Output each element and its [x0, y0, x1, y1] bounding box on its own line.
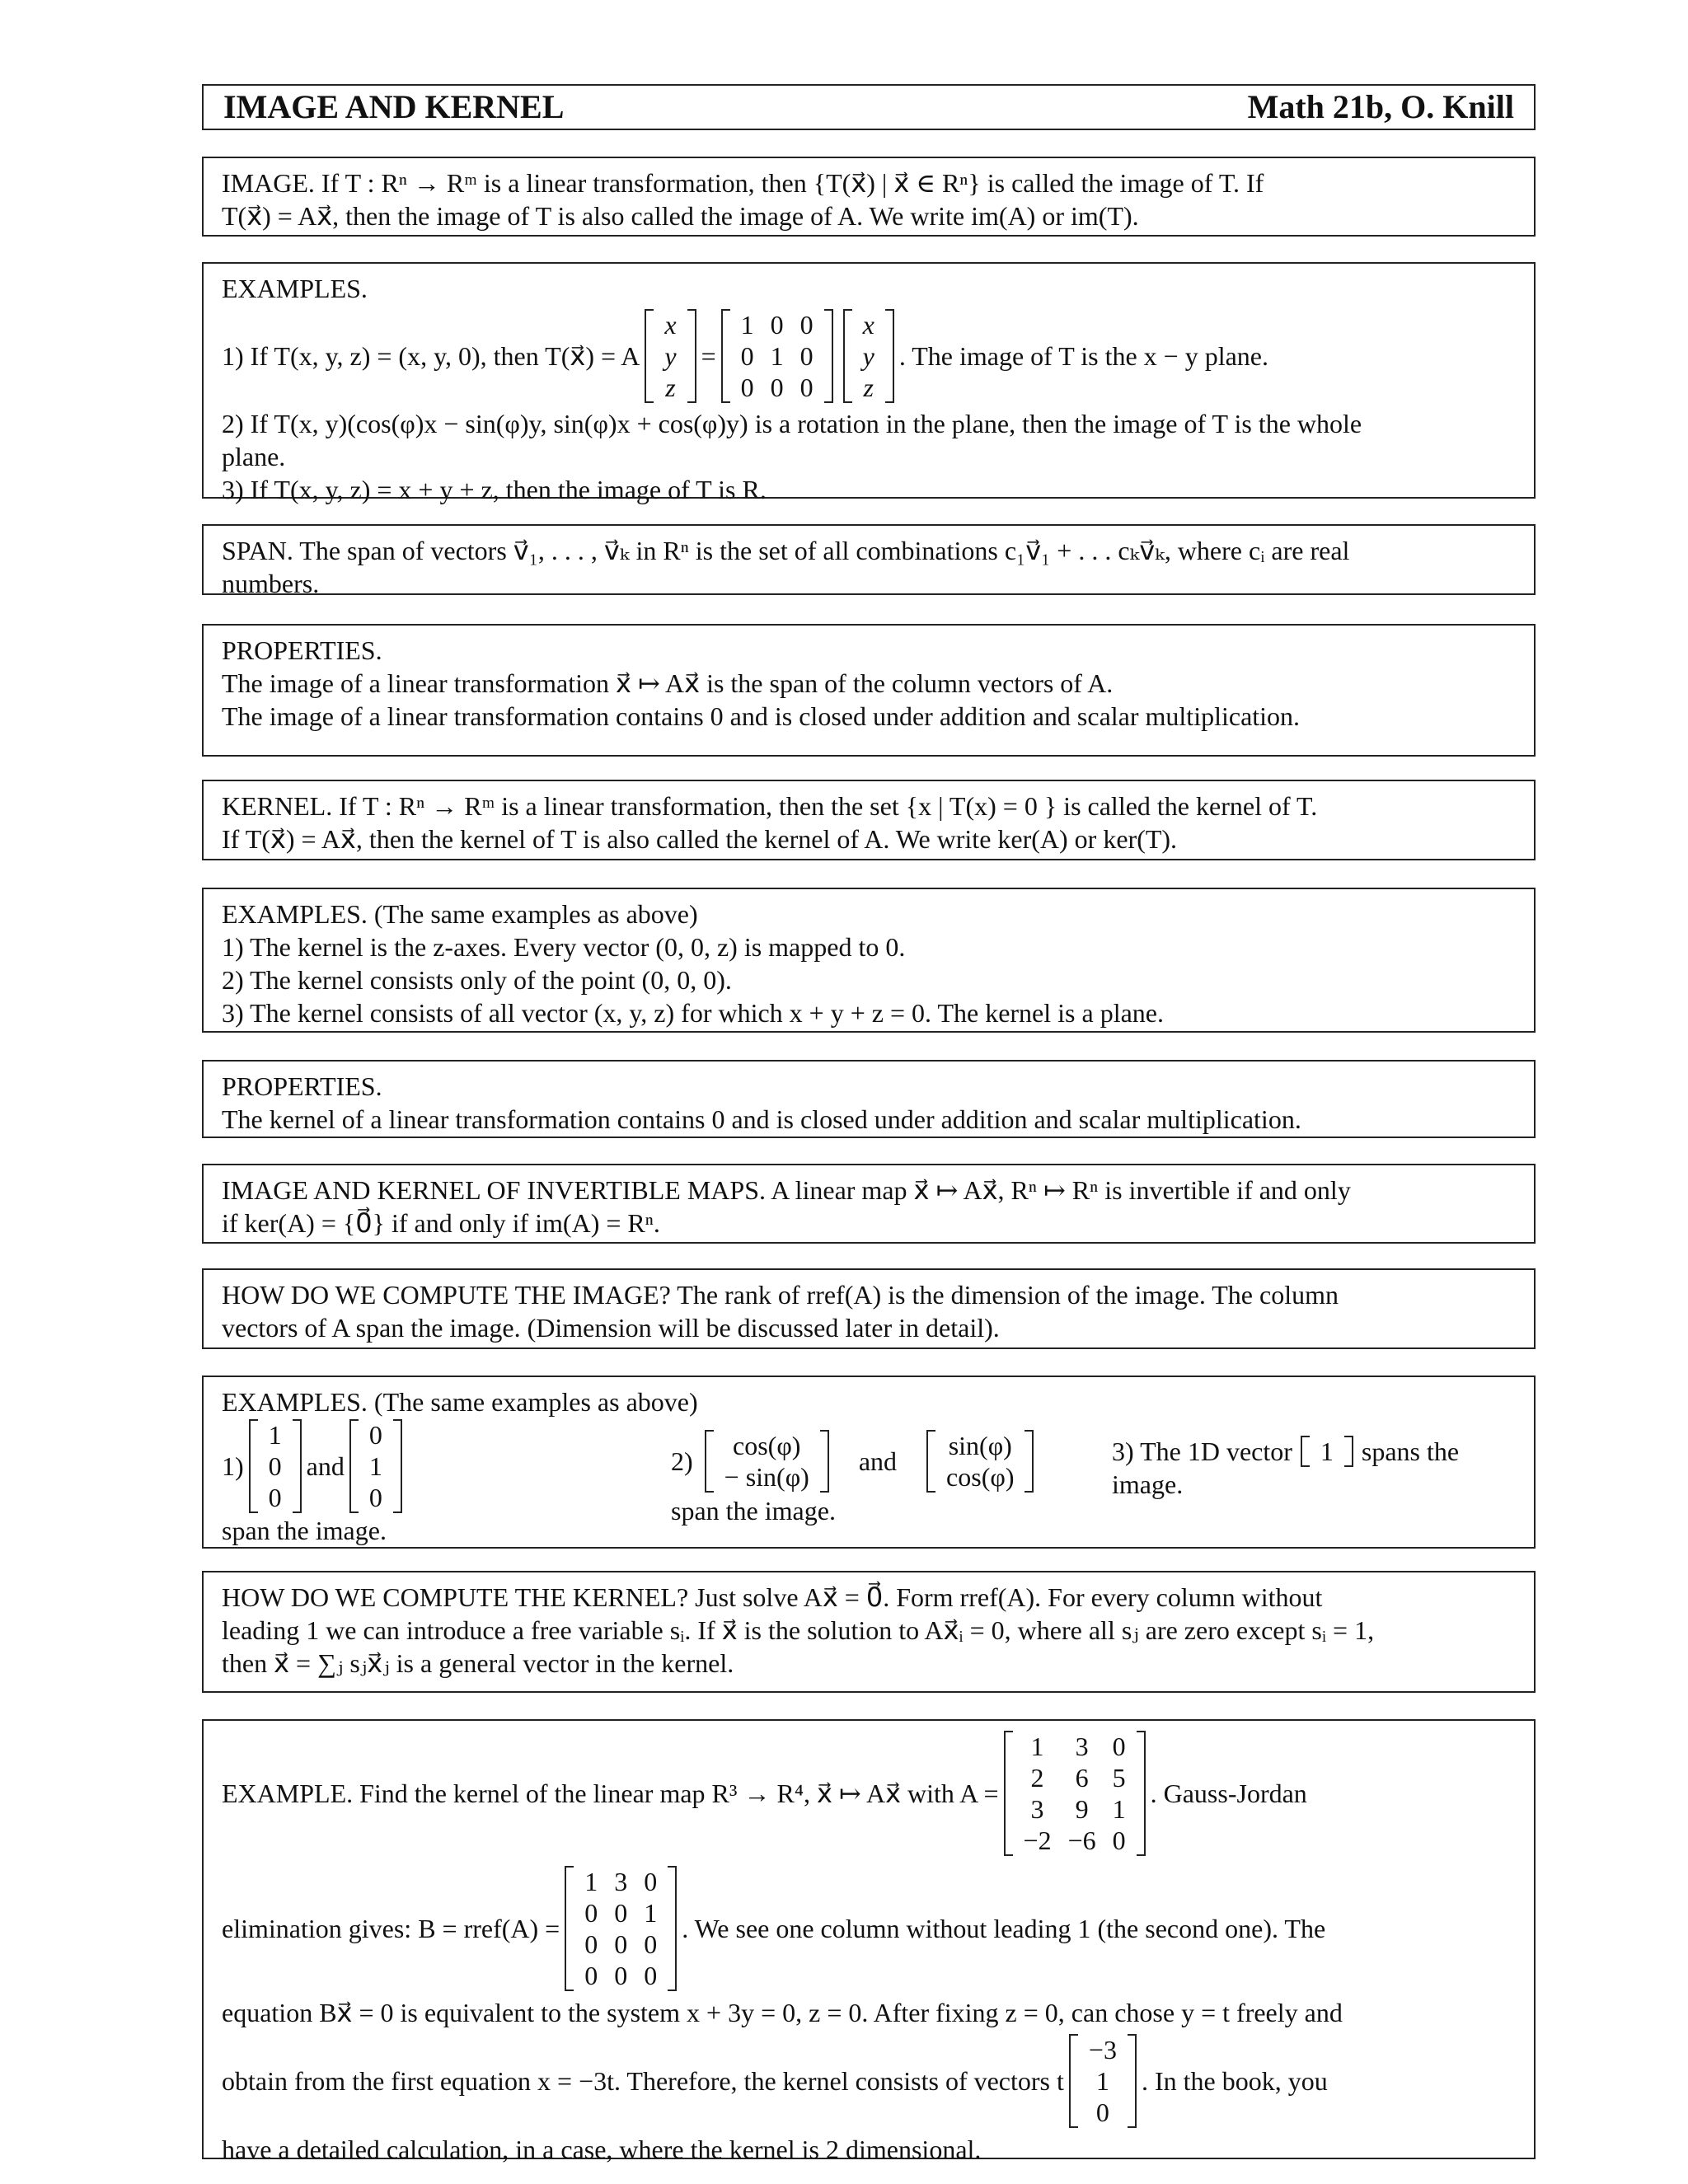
rotation-column2 — [926, 1430, 1034, 1493]
example2-tail: span the image. — [671, 1496, 836, 1526]
matrix-entry: 1 — [644, 1898, 658, 1928]
matrix-entry: 0 — [644, 1929, 658, 1959]
image-definition-box — [202, 157, 1536, 237]
example1-row — [222, 305, 1524, 407]
matrix-entry: 5 — [1112, 1763, 1126, 1793]
matrix-entry: 0 — [584, 1929, 598, 1959]
matrix-entry: 3 — [1075, 1732, 1089, 1761]
matrix-b-row — [222, 1861, 1524, 1996]
matrix-entry: 0 — [799, 341, 814, 371]
matrix-entry: 0 — [799, 373, 814, 402]
compute-image-line1: HOW DO WE COMPUTE THE IMAGE? The rank of rref(A) is the dimension of the image. The column — [222, 1280, 1339, 1310]
kernel-example2: 2) The kernel consists only of the point (0, 0, 0). — [222, 965, 732, 995]
vector-entry: 1 — [1320, 1436, 1334, 1466]
span-example1 — [222, 1418, 407, 1547]
matrix-b-rref — [565, 1866, 677, 1991]
kernel-example1: 1) The kernel is the z-axes. Every vector (0, 0, z) is mapped to 0. — [222, 932, 906, 962]
page-title: IMAGE AND KERNEL — [223, 88, 565, 125]
elimination-post: . We see one column without leading 1 (the second one). The — [682, 1914, 1326, 1943]
span-def-line1: SPAN. The span of vectors v⃗₁, . . . , v⃗ₖ in Rⁿ is the set of all combinations c₁v⃗₁ + . . . cₖv⃗ₖ, where cᵢ are real — [222, 536, 1350, 565]
last-line: have a detailed calculation, in a case, where the kernel is 2 dimensional. — [222, 2135, 982, 2164]
vector-xyz — [645, 309, 696, 403]
matrix-entry: 0 — [740, 373, 754, 402]
course-author: Math 21b, O. Knill — [1247, 88, 1514, 125]
example3-line: 3) If T(x, y, z) = x + y + z, then the image of T is R. — [222, 475, 767, 504]
span-definition-box — [202, 524, 1536, 598]
matrix-entry: −2 — [1023, 1825, 1052, 1855]
span-examples-row — [222, 1418, 1524, 1545]
kernel-examples-heading: EXAMPLES. (The same examples as above) — [222, 899, 698, 929]
matrix-entry: 1 — [1112, 1794, 1126, 1824]
properties-heading: PROPERTIES. — [222, 635, 382, 665]
example1-tail: span the image. — [222, 1516, 387, 1545]
matrix-entry: 0 — [740, 341, 754, 371]
vector-entry: − sin(φ) — [724, 1462, 809, 1492]
image-def-line1: IMAGE. If T : Rⁿ → Rᵐ is a linear transformation, then {T(x⃗) | x⃗ ∈ Rⁿ} is called the image of T. If — [222, 168, 1264, 198]
and-text-2: and — [858, 1446, 898, 1476]
image-property-line1: The image of a linear transformation x⃗ ↦ Ax⃗ is the span of the column vectors of A. — [222, 668, 1114, 698]
span-def-line2: numbers. — [222, 569, 320, 598]
header-box — [202, 84, 1536, 130]
matrix-entry: 3 — [614, 1867, 628, 1896]
matrix-entry: 1 — [584, 1867, 598, 1896]
compute-image-box — [202, 1268, 1536, 1349]
example1-post: . The image of T is the x − y plane. — [898, 341, 1268, 371]
vector-entry: y — [862, 341, 874, 371]
compute-kernel-line1: HOW DO WE COMPUTE THE KERNEL? Just solve Ax⃗ = 0⃗. Form rref(A). For every column without — [222, 1582, 1323, 1612]
kernel-vector — [1069, 2034, 1137, 2128]
matrix-entry: 0 — [770, 310, 784, 340]
equation-line: equation Bx⃗ = 0 is equivalent to the system x + 3y = 0, z = 0. After fixing z = 0, can chose y = t freely and — [222, 1998, 1343, 2027]
image-properties-box — [202, 624, 1536, 757]
kernel-property-line1: The kernel of a linear transformation contains 0 and is closed under addition and scalar multiplication. — [222, 1104, 1301, 1134]
matrix-entry: 3 — [1030, 1794, 1044, 1824]
compute-kernel-box — [202, 1571, 1536, 1693]
span-example3 — [1112, 1435, 1459, 1501]
vector-entry: z — [863, 373, 874, 402]
kernel-worked-example-box — [202, 1719, 1536, 2164]
invertible-line1: IMAGE AND KERNEL OF INVERTIBLE MAPS. A linear map x⃗ ↦ Ax⃗, Rⁿ ↦ Rⁿ is invertible if and only — [222, 1175, 1351, 1205]
one-d-vector — [1301, 1436, 1353, 1467]
matrix-entry: 0 — [584, 1961, 598, 1990]
kernel-example3: 3) The kernel consists of all vector (x, y, z) for which x + y + z = 0. The kernel is a plane. — [222, 998, 1164, 1028]
vector-entry: 0 — [268, 1483, 282, 1512]
example2-line1: 2) If T(x, y)(cos(φ)x − sin(φ)y, sin(φ)x + cos(φ)y) is a rotation in the plane, then the image of T is the whole — [222, 409, 1362, 438]
example3-pre: 3) The 1D vector — [1112, 1436, 1292, 1466]
matrix-entry: −6 — [1067, 1825, 1096, 1855]
kernel-vector-row — [222, 2029, 1524, 2133]
matrix-entry: 0 — [614, 1898, 628, 1928]
span-examples-heading: EXAMPLES. (The same examples as above) — [222, 1387, 698, 1417]
vector-entry: 0 — [368, 1483, 382, 1512]
vector-entry: 0 — [1095, 2097, 1109, 2127]
vector-entry: cos(φ) — [733, 1431, 801, 1460]
matrix-entry: 1 — [1030, 1732, 1044, 1761]
image-property-line2: The image of a linear transformation contains 0 and is closed under addition and scalar multiplication. — [222, 701, 1301, 731]
kernel-properties-heading: PROPERTIES. — [222, 1071, 382, 1101]
image-span-examples-box — [202, 1376, 1536, 1549]
matrix-entry: 0 — [770, 373, 784, 402]
matrix-a — [1004, 1731, 1146, 1856]
matrix-entry: 9 — [1075, 1794, 1089, 1824]
matrix-entry: 1 — [770, 341, 784, 371]
vector-entry: sin(φ) — [948, 1431, 1012, 1460]
span-example2 — [671, 1428, 1039, 1527]
basis-vector-e2 — [349, 1419, 402, 1513]
vector-entry: z — [665, 373, 676, 402]
matrix-entry: 1 — [740, 310, 754, 340]
vector-entry: 1 — [1095, 2066, 1109, 2096]
basis-vector-e1 — [249, 1419, 302, 1513]
compute-kernel-line2: leading 1 we can introduce a free variable sᵢ. If x⃗ is the solution to Ax⃗ᵢ = 0, where all sⱼ are zero except sᵢ = 1, — [222, 1615, 1375, 1645]
matrix-entry: 0 — [799, 310, 814, 340]
kernel-def-line1: KERNEL. If T : Rⁿ → Rᵐ is a linear transformation, then the set {x | T(x) = 0 } is called the kernel of T. — [222, 791, 1318, 821]
kernel-definition-box — [202, 780, 1536, 860]
vector-xyz-2 — [843, 309, 894, 403]
vector-entry: −3 — [1088, 2035, 1117, 2064]
invertible-line2: if ker(A) = {0⃗} if and only if im(A) = Rⁿ. — [222, 1208, 660, 1238]
vector-entry: 0 — [368, 1420, 382, 1450]
vector-entry: cos(φ) — [946, 1462, 1015, 1492]
obtain-post: . In the book, you — [1141, 2066, 1328, 2096]
projection-matrix — [721, 309, 833, 403]
obtain-pre: obtain from the first equation x = −3t. Therefore, the kernel consists of vectors t — [222, 2066, 1064, 2096]
matrix-entry: 0 — [1112, 1732, 1126, 1761]
kernel-properties-box — [202, 1060, 1536, 1138]
image-examples-box — [202, 262, 1536, 504]
elimination-pre: elimination gives: B = rref(A) = — [222, 1914, 560, 1943]
example1-pre: 1) If T(x, y, z) = (x, y, 0), then T(x⃗) = A — [222, 341, 640, 371]
example-post-a: . Gauss-Jordan — [1150, 1779, 1307, 1808]
compute-image-line2: vectors of A span the image. (Dimension will be discussed later in detail). — [222, 1313, 1000, 1343]
examples-heading: EXAMPLES. — [222, 274, 368, 303]
vector-entry: 0 — [268, 1451, 282, 1481]
matrix-entry: 0 — [584, 1898, 598, 1928]
matrix-a-row — [222, 1726, 1524, 1861]
example2-label: 2) — [671, 1446, 693, 1476]
example2-line2: plane. — [222, 442, 286, 471]
example3-post: spans the — [1361, 1436, 1460, 1466]
matrix-entry: 0 — [644, 1867, 658, 1896]
matrix-entry: 0 — [644, 1961, 658, 1990]
kernel-examples-box — [202, 888, 1536, 1033]
vector-entry: 1 — [368, 1451, 382, 1481]
matrix-entry: 0 — [1112, 1825, 1126, 1855]
invertible-maps-box — [202, 1164, 1536, 1244]
rotation-column1 — [705, 1430, 829, 1493]
vector-entry: y — [664, 341, 677, 371]
kernel-def-line2: If T(x⃗) = Ax⃗, then the kernel of T is also called the kernel of A. We write ker(A) or ker(T). — [222, 824, 1178, 854]
example-pre: EXAMPLE. Find the kernel of the linear map R³ → R⁴, x⃗ ↦ Ax⃗ with A = — [222, 1779, 999, 1808]
matrix-entry: 2 — [1030, 1763, 1044, 1793]
matrix-entry: 6 — [1075, 1763, 1089, 1793]
image-def-line2: T(x⃗) = Ax⃗, then the image of T is also called the image of A. We write im(A) or im(T). — [222, 201, 1139, 231]
and-text: and — [306, 1451, 345, 1481]
equals-sign: = — [701, 341, 716, 371]
compute-kernel-line3: then x⃗ = ∑ⱼ sⱼx⃗ⱼ is a general vector in the kernel. — [222, 1648, 734, 1678]
vector-entry: x — [664, 310, 677, 340]
example3-line2: image. — [1112, 1469, 1184, 1499]
matrix-entry: 0 — [614, 1961, 628, 1990]
vector-entry: 1 — [268, 1420, 282, 1450]
matrix-entry: 0 — [614, 1929, 628, 1959]
vector-entry: x — [862, 310, 874, 340]
example1-label: 1) — [222, 1451, 244, 1481]
